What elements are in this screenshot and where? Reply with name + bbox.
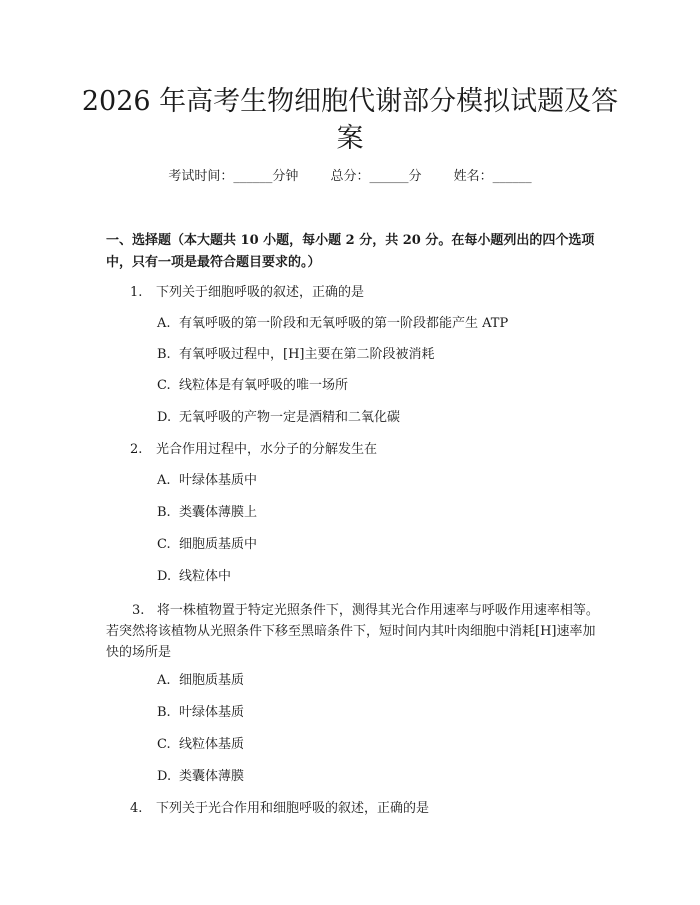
option-text: 线粒体中 xyxy=(179,569,232,584)
question-3 xyxy=(106,600,606,663)
question-3-option-c xyxy=(157,735,244,755)
option-letter: B. xyxy=(157,505,171,520)
name-field: 姓名：______ xyxy=(453,169,532,184)
exam-meta xyxy=(0,167,700,187)
option-letter: B. xyxy=(157,347,171,362)
question-number: 4. xyxy=(130,801,143,816)
question-1-option-d xyxy=(157,408,400,428)
question-stem: 光合作用过程中，水分子的分解发生在 xyxy=(156,442,378,457)
option-text: 叶绿体基质 xyxy=(179,705,245,720)
question-stem: 下列关于光合作用和细胞呼吸的叙述，正确的是 xyxy=(156,801,430,816)
question-2 xyxy=(130,440,377,460)
document-title-continued: 案 xyxy=(336,123,364,154)
section-heading: 一、选择题（本大题共 10 小题，每小题 2 分，共 20 分。在每小题列出的四个选项中，只有一项是最符合题目要求的。） xyxy=(106,233,595,270)
option-text: 有氧呼吸的第一阶段和无氧呼吸的第一阶段都能产生 ATP xyxy=(179,316,509,331)
question-number: 1. xyxy=(130,285,143,300)
question-2-option-b xyxy=(157,503,257,523)
question-2-option-c xyxy=(157,535,257,555)
question-1-option-c xyxy=(157,376,348,396)
question-3-option-d xyxy=(157,767,244,787)
question-number: 3. xyxy=(132,603,145,618)
question-number: 2. xyxy=(130,442,143,457)
option-text: 类囊体薄膜上 xyxy=(179,505,258,520)
total-score-field: 总分：______分 xyxy=(330,169,422,184)
option-text: 细胞质基质中 xyxy=(179,537,258,552)
option-text: 无氧呼吸的产物一定是酒精和二氧化碳 xyxy=(179,410,401,425)
option-letter: A. xyxy=(157,673,171,688)
question-2-option-a xyxy=(157,471,257,491)
option-letter: D. xyxy=(157,569,172,584)
option-text: 类囊体薄膜 xyxy=(179,769,245,784)
option-text: 叶绿体基质中 xyxy=(179,473,258,488)
question-1-option-b xyxy=(157,345,434,365)
question-2-option-d xyxy=(157,567,231,587)
question-stem: 将一株植物置于特定光照条件下，测得其光合作用速率与呼吸作用速率相等。若突然将该植物从光照条件下移至黑暗条件下，短时间内其叶肉细胞中消耗[H]速率加快的场所是 xyxy=(106,603,599,660)
option-letter: D. xyxy=(157,410,172,425)
option-text: 线粒体基质 xyxy=(179,737,245,752)
question-3-option-a xyxy=(157,671,244,691)
option-letter: A. xyxy=(157,316,171,331)
question-stem: 下列关于细胞呼吸的叙述，正确的是 xyxy=(156,285,365,300)
exam-time-field: 考试时间：______分钟 xyxy=(168,169,299,184)
question-1 xyxy=(130,283,364,303)
question-3-option-b xyxy=(157,703,244,723)
option-text: 细胞质基质 xyxy=(179,673,245,688)
question-1-option-a xyxy=(157,314,508,334)
option-letter: C. xyxy=(157,737,171,752)
option-letter: A. xyxy=(157,473,171,488)
option-letter: B. xyxy=(157,705,171,720)
question-4 xyxy=(130,799,429,819)
option-letter: C. xyxy=(157,378,171,393)
option-text: 线粒体是有氧呼吸的唯一场所 xyxy=(179,378,349,393)
option-letter: C. xyxy=(157,537,171,552)
option-letter: D. xyxy=(157,769,172,784)
option-text: 有氧呼吸过程中，[H]主要在第二阶段被消耗 xyxy=(179,347,435,362)
document-title: 2026 年高考生物细胞代谢部分模拟试题及答 xyxy=(81,86,619,117)
